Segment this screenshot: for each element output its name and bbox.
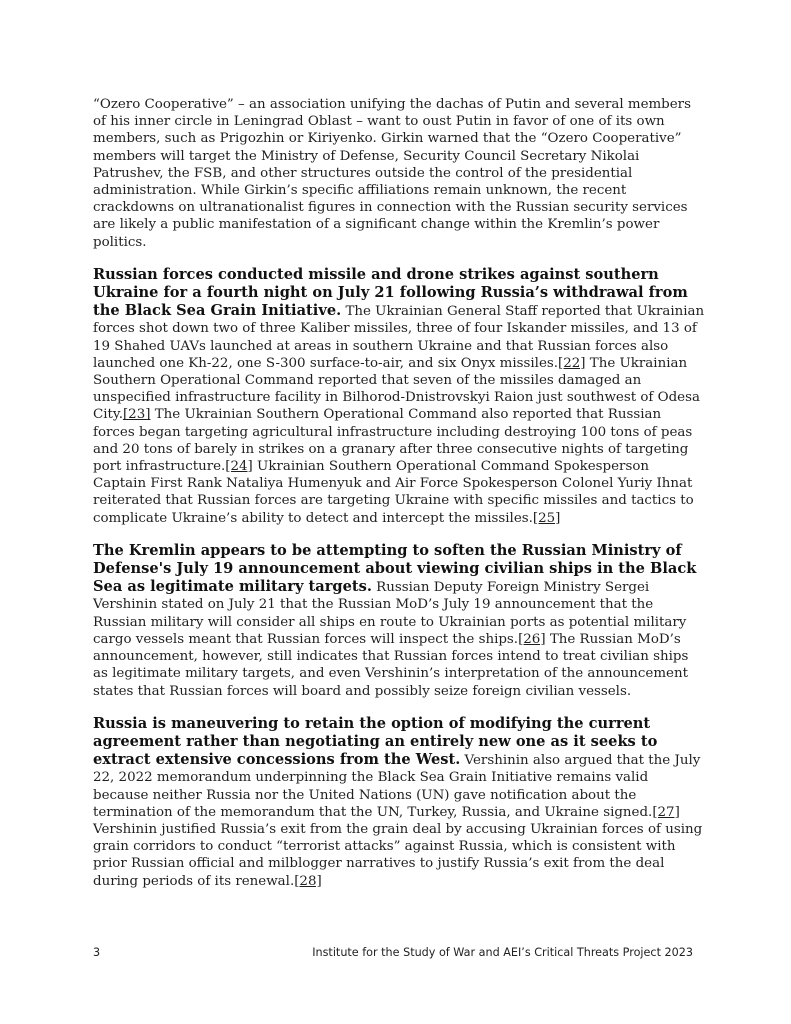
paragraph-text: The Ukrainian Southern Operational Command reported that seven of the missiles damaged an unspecified infrastructure facility in Bilhorod-Dnistrovskyi Raion just southwest of Odesa City. xyxy=(93,355,700,423)
paragraph xyxy=(93,715,705,890)
citation-link[interactable]: [27] xyxy=(652,804,680,820)
citation-link[interactable]: [26] xyxy=(518,631,546,647)
paragraph xyxy=(93,542,705,700)
paragraph-lead: Russian forces conducted missile and drone strikes against southern Ukraine for a fourth night on July 21 following Russia’s withdrawal from the Black Sea Grain Initiative. xyxy=(93,265,688,320)
paragraph-text: The Ukrainian General Staff reported that Ukrainian forces shot down two of three Kaliber missiles, three of four Iskander missiles, and 13 of 19 Shahed UAVs launched at areas in southern Ukraine and that Russian forces also launched one Kh-22, one S-300 surface-to-air, and six Onyx missiles. xyxy=(93,304,705,371)
paragraph xyxy=(93,266,705,527)
citation-link[interactable]: [22] xyxy=(558,355,586,371)
paragraph-lead: The Kremlin appears to be attempting to soften the Russian Ministry of Defense's July 19 announcement about viewing civilian ships in the Black Sea as legitimate military targets. xyxy=(93,541,697,596)
paragraph-text: Ukrainian Southern Operational Command Spokesperson Captain First Rank Nataliya Humenyuk and Air Force Spokesperson Colonel Yuriy Ihnat reiterated that Russian forces are targeting Ukraine with specific missiles and tactics to complicate Ukraine’s ability to detect and intercept the missiles. xyxy=(93,459,694,526)
page-footer xyxy=(93,946,693,962)
citation-link[interactable]: [28] xyxy=(294,873,322,889)
paragraph-lead: Russia is maneuvering to retain the option of modifying the current agreement rather than negotiating an entirely new one as it seeks to extract extensive concessions from the West. xyxy=(93,714,658,769)
paragraph-text: Vershinin also argued that the July 22, 2022 memorandum underpinning the Black Sea Grain Initiative remains valid because neither Russia nor the United Nations (UN) gave notification about the termination of the memorandum that the UN, Turkey, Russia, and Ukraine signed. xyxy=(93,753,701,820)
paragraph-text: Vershinin justified Russia’s exit from the grain deal by accusing Ukrainian forces of using grain corridors to conduct “terrorist attacks” against Russia, which is consistent with prior Russian official and milblogger narratives to justify Russia’s exit from the deal during periods of its renewal. xyxy=(93,821,703,889)
citation-link[interactable]: [25] xyxy=(532,510,561,526)
paragraph-text: “Ozero Cooperative” – an association unifying the dachas of Putin and several members of his inner circle in Leningrad Oblast – want to oust Putin in favor of one of its own members, such as Prigozhin or Kiriyenko. Girkin warned that the “Ozero Cooperative” members will target the Ministry of Defense, Security Council Secretary Nikolai Patrushev, the FSB, and other structures outside the control of the presidential administration. While Girkin’s specific affiliations remain unknown, the recent crackdowns on ultranationalist figures in connection with the Russian security services are likely a public manifestation of a significant change within the Kremlin’s power politics. xyxy=(93,97,691,250)
paragraph-text: The Russian MoD’s announcement, however, still indicates that Russian forces intend to treat civilian ships as legitimate military targets, and even Vershinin’s interpretation of the announcement states that Russian forces will board and possibly seize foreign civilian vessels. xyxy=(93,631,689,699)
paragraph-text: Russian Deputy Foreign Ministry Sergei Vershinin stated on July 21 that the Russian MoD’s July 19 announcement that the Russian military will consider all ships en route to Ukrainian ports as potential military cargo vessels meant that Russian forces will inspect the ships. xyxy=(93,580,687,647)
citation-link[interactable]: [23] xyxy=(122,407,151,423)
citation-link[interactable]: [24] xyxy=(225,459,253,475)
article-body xyxy=(93,96,705,905)
paragraph xyxy=(93,96,705,251)
footer-text: Institute for the Study of War and AEI’s Critical Threats Project 2023 xyxy=(312,946,693,959)
paragraph-text: The Ukrainian Southern Operational Command also reported that Russian forces began targeting agricultural infrastructure including destroying 100 tons of peas and 20 tons of barely in strikes on a granary after three consecutive nights of targeting port infrastructure. xyxy=(93,407,693,475)
page-number: 3 xyxy=(93,946,101,959)
